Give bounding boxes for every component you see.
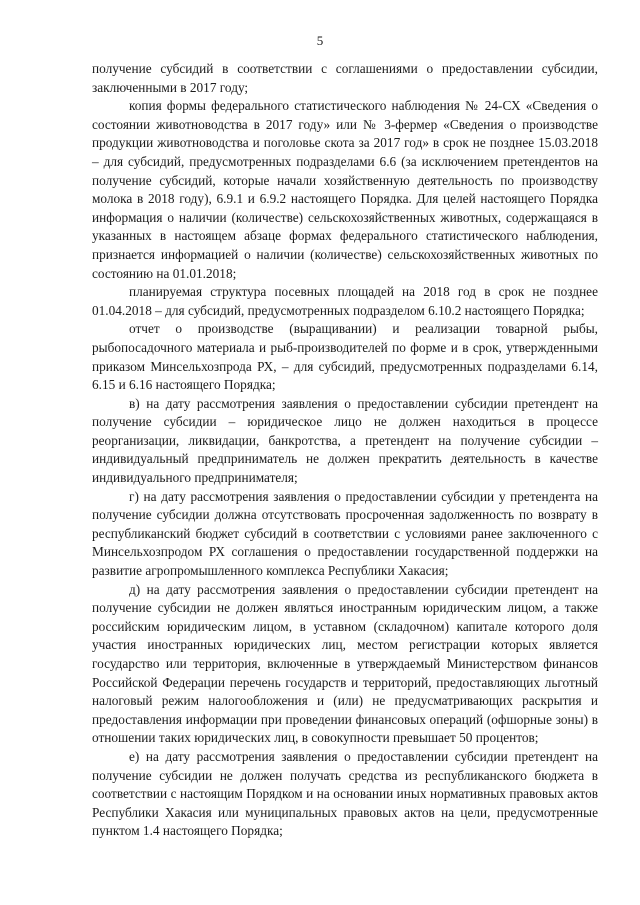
paragraph-item-g: г) на дату рассмотрения заявления о предоставлении субсидии у претендента на получение субсидии должна отсутствовать просроченная задолженность по возврату в республиканский бюджет субсидий в соответствии с условиями ранее заключенного с Минсельхозпродом РХ соглашения о предоставлении государственной поддержки на развитие агропромышленного комплекса Республики Хакасия; — [92, 488, 598, 579]
paragraph-fish-report: отчет о производстве (выращивании) и реализации товарной рыбы, рыбопосадочного материала и рыб-производителей по форме и в срок, утвержденными приказом Минсельхозпрода РХ, – для субсидий, предусмотренных подразделами 6.14, 6.15 и 6.16 настоящего Порядка; — [92, 321, 598, 393]
paragraph-item-v: в) на дату рассмотрения заявления о предоставлении субсидии претендент на получение субсидии – юридическое лицо не должен находиться в процессе реорганизации, ликвидации, банкротства, а претендент на получение субсидии – индивидуальный предприниматель не должен прекратить деятельность в качестве индивидуального предпринимателя; — [92, 395, 598, 486]
paragraph-continuation: получение субсидий в соответствии с соглашениями о предоставлении субсидии, заключенными в 2017 году; — [92, 61, 598, 95]
page-number: 5 — [316, 33, 324, 48]
paragraph-item-d: д) на дату рассмотрения заявления о предоставлении субсидии претендент на получение субсидии не должен являться иностранным юридическим лицом, а также российским юридическим лицом, в уставном (складочном) капитале которого доля участия иностранных юридических лиц, местом регистрации которых является государство или территория, включенные в утверждаемый Министерством финансов Российской Федерации перечень государств и территорий, предоставляющих льготный налоговый режим налогообложения и (или) не предусматривающих раскрытия и предоставления информации при проведении финансовых операций (офшорные зоны) в отношении таких юридических лиц, в совокупности превышает 50 процентов; — [92, 581, 598, 746]
document-body — [92, 60, 598, 841]
paragraph-statistical-form-copy: копия формы федерального статистического наблюдения № 24-СХ «Сведения о состоянии животноводства в 2017 году» или № 3-фермер «Сведения о производстве продукции животноводства и поголовье скота за 2017 год» в срок не позднее 15.03.2018 – для субсидий, предусмотренных подразделами 6.6 (за исключением претендентов на получение субсидий, которые начали хозяйственную деятельность по производству молока в 2018 году), 6.9.1 и 6.9.2 настоящего Порядка. Для целей настоящего Порядка информация о наличии (количестве) сельскохозяйственных животных, содержащаяся в указанных в настоящем абзаце формах федерального статистического наблюдения, признается информацией о наличии (количестве) сельскохозяйственных животных по состоянию на 01.01.2018; — [92, 98, 598, 281]
paragraph-sowing-structure: планируемая структура посевных площадей на 2018 год в срок не позднее 01.04.2018 – для субсидий, предусмотренных подразделом 6.10.2 настоящего Порядка; — [92, 284, 598, 318]
paragraph-item-e: е) на дату рассмотрения заявления о предоставлении субсидии претендент на получение субсидии не должен получать средства из республиканского бюджета в соответствии с настоящим Порядком и на основании иных нормативных правовых актов Республики Хакасия или муниципальных правовых актов на цели, предусмотренные пунктом 1.4 настоящего Порядка; — [92, 748, 598, 839]
